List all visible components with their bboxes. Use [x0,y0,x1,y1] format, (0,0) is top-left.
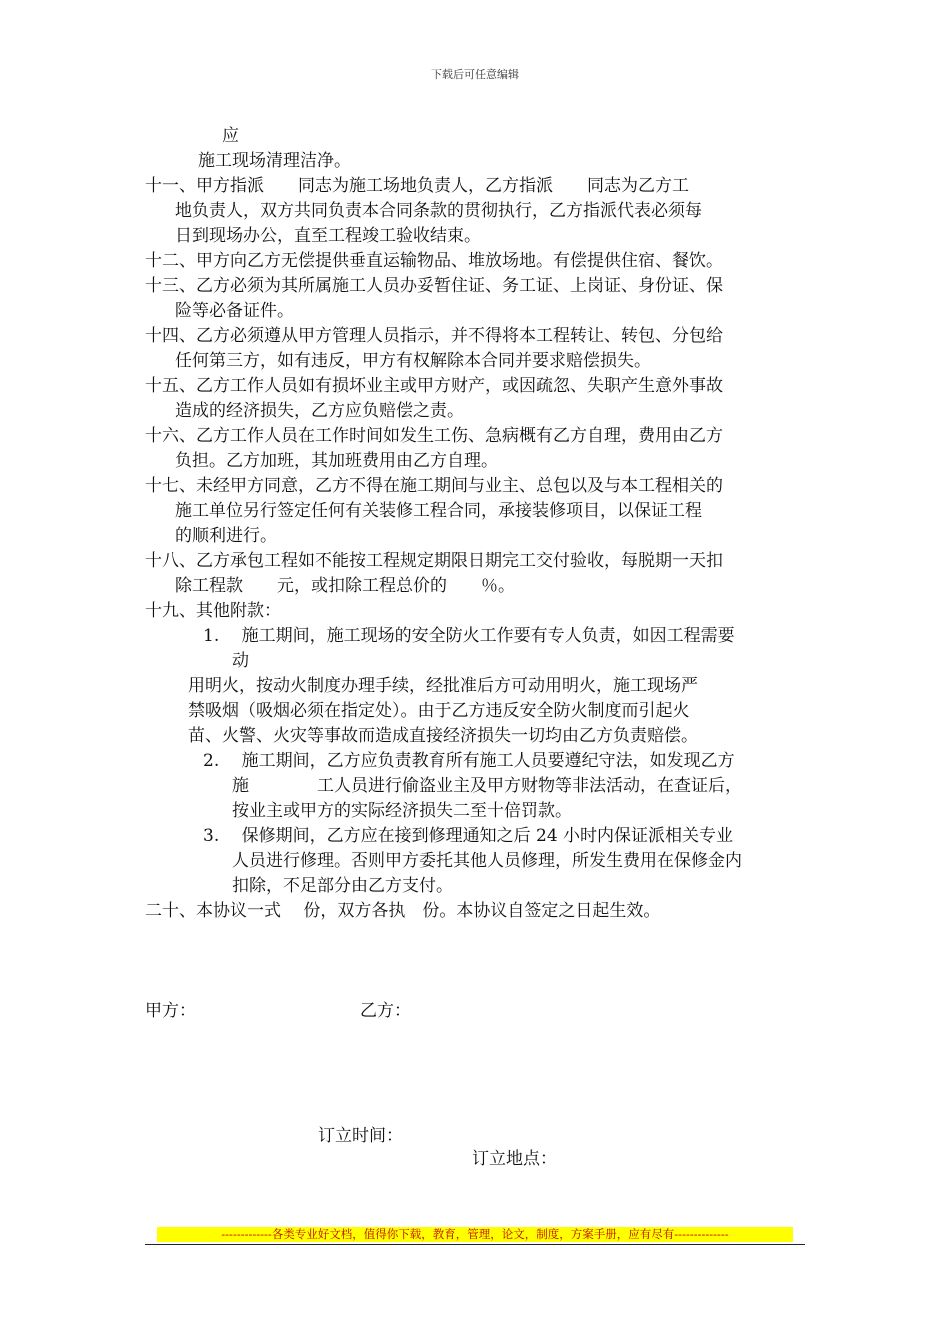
clause-16: 十六、乙方工作人员在工作时间如发生工伤、急病概有乙方自理，费用由乙方 [145,426,723,446]
clause-11-cont: 日到现场办公，直至工程竣工验收结束。 [175,226,481,246]
clause-12: 十二、甲方向乙方无偿提供垂直运输物品、堆放场地。有偿提供住宿、餐饮。 [145,251,723,271]
party-b-label: 乙方： [360,1001,411,1021]
footer-divider [145,1244,805,1245]
clause-13: 十三、乙方必须为其所属施工人员办妥暂住证、务工证、上岗证、身份证、保 [145,276,723,296]
clause-17: 十七、未经甲方同意，乙方不得在施工期间与业主、总包以及与本工程相关的 [145,476,723,496]
clause-20: 二十、本协议一式 份，双方各执 份。本协议自签定之日起生效。 [145,901,661,921]
clause-15: 十五、乙方工作人员如有损坏业主或甲方财产，或因疏忽、失职产生意外事故 [145,376,723,396]
appendix-item-1-cont: 动 [232,651,249,671]
appendix-item-1-cont: 用明火，按动火制度办理手续，经批准后方可动用明火，施工现场严 [188,676,698,696]
clause-15-cont: 造成的经济损失，乙方应负赔偿之责。 [175,401,464,421]
clause-17-cont: 的顺利进行。 [175,526,277,546]
appendix-item-3-cont: 扣除，不足部分由乙方支付。 [232,876,453,896]
appendix-item-2-cont: 按业主或甲方的实际经济损失二至十倍罚款。 [232,801,572,821]
text-line: 应 [222,126,239,146]
clause-11: 十一、甲方指派 同志为施工场地负责人，乙方指派 同志为乙方工 [145,176,689,196]
clause-19: 十九、其他附款： [145,601,281,621]
appendix-item-3: 3. 保修期间，乙方应在接到修理通知之后 24 小时内保证派相关专业 [203,826,734,846]
sign-place-label: 订立地点： [472,1149,557,1169]
appendix-item-2-cont: 施 工人员进行偷盗业主及甲方财物等非法活动，在查证后， [232,776,742,796]
text-line: 施工现场清理洁净。 [198,151,351,171]
clause-14: 十四、乙方必须遵从甲方管理人员指示，并不得将本工程转让、转包、分包给 [145,326,723,346]
footer-banner: -------------各类专业好文档，值得你下载，教育，管理，论文，制度，方案手册，应有尽有-------------- [221,1227,729,1241]
clause-18-cont: 除工程款 元，或扣除工程总价的 ％。 [175,576,515,596]
clause-16-cont: 负担。乙方加班，其加班费用由乙方自理。 [175,451,498,471]
appendix-item-1: 1. 施工期间，施工现场的安全防火工作要有专人负责，如因工程需要 [203,626,735,646]
clause-17-cont: 施工单位另行签定任何有关装修工程合同，承接装修项目，以保证工程 [175,501,702,521]
appendix-item-1-cont: 苗、火警、火灾等事故而造成直接经济损失一切均由乙方负责赔偿。 [188,726,698,746]
clause-13-cont: 险等必备证件。 [175,301,294,321]
appendix-item-3-cont: 人员进行修理。否则甲方委托其他人员修理，所发生费用在保修金内 [232,851,742,871]
appendix-item-1-cont: 禁吸烟（吸烟必须在指定处）。由于乙方违反安全防火制度而引起火 [188,701,690,721]
clause-11-cont: 地负责人，双方共同负责本合同条款的贯彻执行，乙方指派代表必须每 [175,201,702,221]
clause-18: 十八、乙方承包工程如不能按工程规定期限日期完工交付验收，每脱期一天扣 [145,551,723,571]
clause-14-cont: 任何第三方，如有违反，甲方有权解除本合同并要求赔偿损失。 [175,351,651,371]
appendix-item-2: 2. 施工期间，乙方应负责教育所有施工人员要遵纪守法，如发现乙方 [203,751,735,771]
page-header-note: 下载后可任意编辑 [431,68,519,81]
sign-time-label: 订立时间： [318,1126,403,1146]
party-a-label: 甲方： [145,1001,196,1021]
